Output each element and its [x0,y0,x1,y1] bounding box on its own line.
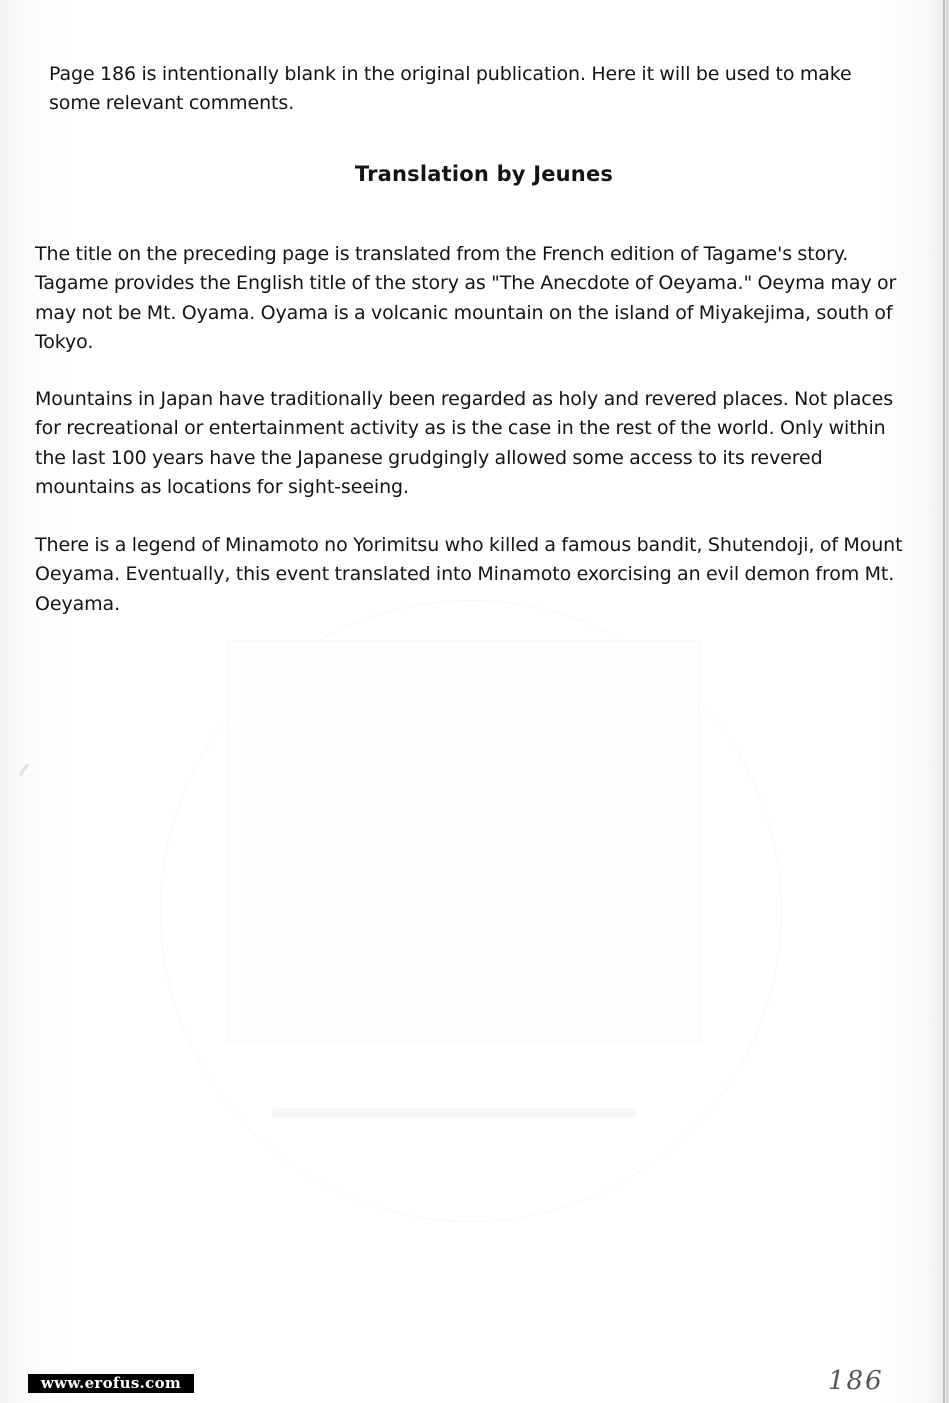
page-title: Translation by Jeunes [354,162,614,186]
paragraph-mountains-japan: Mountains in Japan have traditionally been regarded as holy and revered places. Not places for recreational or entertainment activity as is the case in the rest of the world. Only within the last 100 years have the Japanese grudgingly allowed some access to its revered mountains as locations for sight-seeing. [35,388,893,498]
handwritten-page-number: 186 [828,1366,884,1396]
paragraph-title-translation: The title on the preceding page is translated from the French edition of Tagame's story. Tagame provides the English title of the story as "The Anecdote of Oeyama." Oeyma may or may not be Mt. Oyama. Oyama is a volcanic mountain on the island of Miyakejima, south of Tokyo. [35,243,897,353]
bleed-through-panel [228,640,700,1042]
paragraph-legend-minamoto: There is a legend of Minamoto no Yorimitsu who killed a famous bandit, Shutendoji, of Mount Oeyama. Eventually, this event translated into Minamoto exorcising an evil demon from Mt. Oeyama. [35,534,903,615]
paper-smudge [19,763,29,776]
intro-note: Page 186 is intentionally blank in the original publication. Here it will be used to make some relevant comments. [49,63,852,115]
bleed-through-strip [272,1108,637,1118]
site-watermark: www.erofus.com [28,1374,194,1393]
page-edge-shadow [943,0,945,1403]
